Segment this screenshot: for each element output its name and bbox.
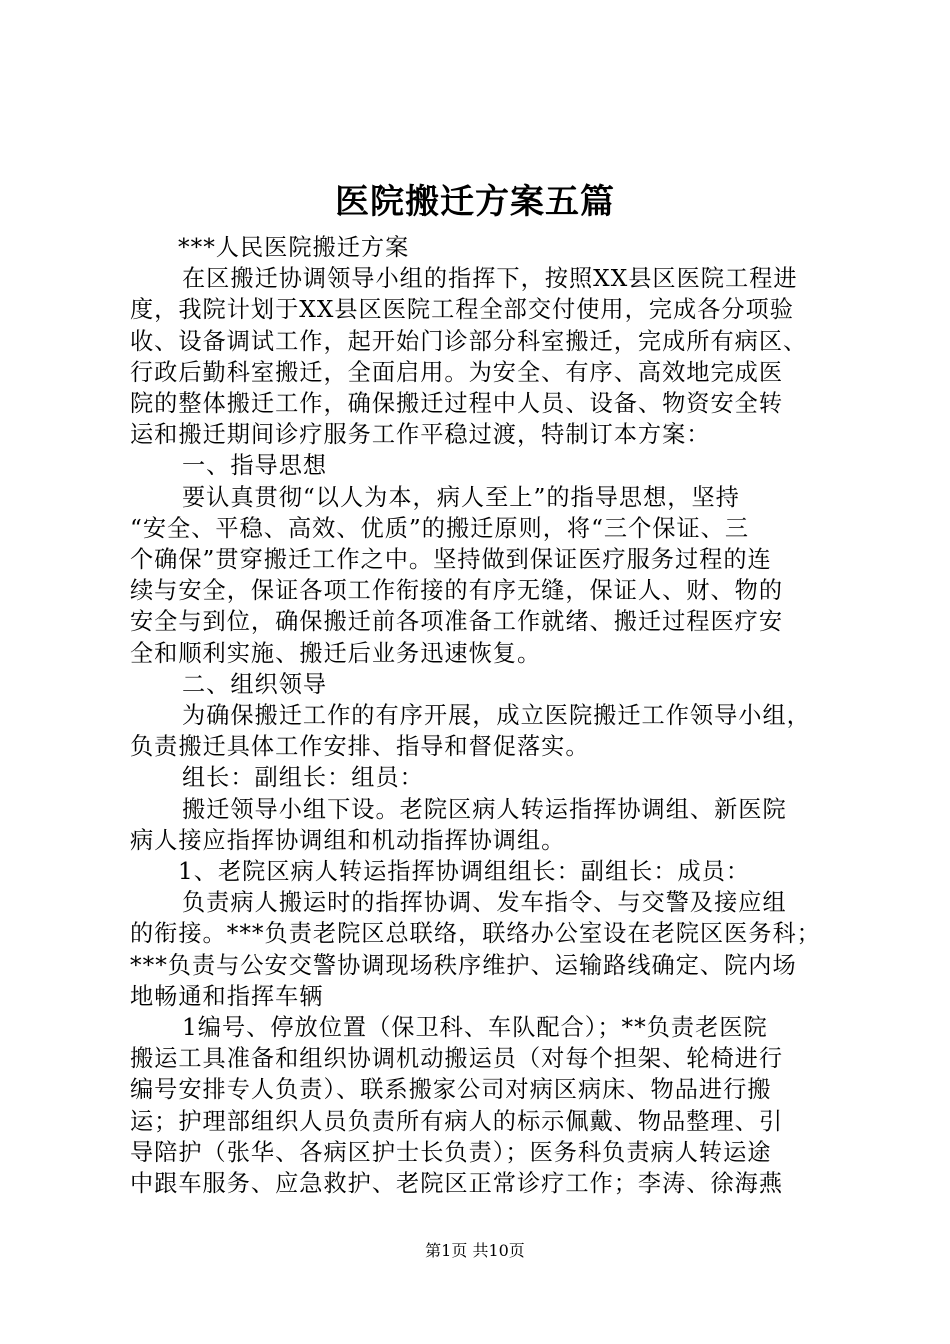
section-heading: 一、指导思想: [182, 452, 328, 480]
text-line: 导陪护（张华、各病区护士长负责）；医务科负责病人转运途: [130, 1138, 772, 1166]
document-title: 医院搬迁方案五篇: [335, 182, 615, 222]
text-line: 运；护理部组织人员负责所有病人的标示佩戴、物品整理、引: [130, 1107, 784, 1135]
text-line: 搬迁领导小组下设。老院区病人转运指挥协调组、新医院: [182, 795, 787, 823]
text-line: 院的整体搬迁工作，确保搬迁过程中人员、设备、物资安全转: [130, 390, 784, 418]
text-line: 负责搬迁具体工作安排、指导和督促落实。: [130, 733, 590, 761]
text-line: “安全、平稳、高效、优质”的搬迁原则，将“三个保证、三: [130, 514, 750, 542]
text-line: 的衔接。***负责老院区总联络，联络办公室设在老院区医务科；: [130, 920, 821, 948]
text-line: 组长：副组长：组员：: [182, 764, 424, 792]
text-line: 1编号、停放位置（保卫科、车队配合）；**负责老医院: [182, 1014, 768, 1042]
text-line: 地畅通和指挥车辆: [130, 982, 324, 1010]
text-line: 行政后勤科室搬迁，全面启用。为安全、有序、高效地完成医: [130, 358, 784, 386]
text-line: 全和顺利实施、搬迁后业务迅速恢复。: [130, 639, 542, 667]
document-body: [130, 232, 832, 1199]
text-line: 度，我院计划于XX县区医院工程全部交付使用，完成各分项验: [130, 296, 794, 324]
text-line: 续与安全，保证各项工作衔接的有序无缝，保证人、财、物的: [130, 577, 784, 605]
text-line: 安全与到位，确保搬迁前各项准备工作就绪、搬迁过程医疗安: [130, 608, 784, 636]
text-line: ***负责与公安交警协调现场秩序维护、运输路线确定、院内场: [130, 951, 797, 979]
text-line: 要认真贯彻“以人为本，病人至上”的指导思想，坚持: [182, 483, 740, 511]
text-line: 1、老院区病人转运指挥协调组组长：副组长：成员：: [178, 858, 751, 886]
text-line: 在区搬迁协调领导小组的指挥下，按照XX县区医院工程进: [182, 265, 798, 293]
text-line: 编号安排专人负责）、联系搬家公司对病区病床、物品进行搬: [130, 1076, 772, 1104]
text-line: ***人民医院搬迁方案: [178, 234, 410, 261]
text-line: 为确保搬迁工作的有序开展，成立医院搬迁工作领导小组，: [182, 702, 811, 730]
text-line: 搬运工具准备和组织协调机动搬运员（对每个担架、轮椅进行: [130, 1045, 784, 1073]
text-line: 负责病人搬运时的指挥协调、发车指令、与交警及接应组: [182, 889, 787, 917]
text-line: 中跟车服务、应急救护、老院区正常诊疗工作；李涛、徐海燕: [130, 1170, 784, 1198]
text-line: 运和搬迁期间诊疗服务工作平稳过渡，特制订本方案：: [130, 421, 711, 449]
page-number-footer: 第1页 共10页: [425, 1241, 525, 1260]
section-heading: 二、组织领导: [182, 670, 328, 698]
text-line: 病人接应指挥协调组和机动指挥协调组。: [130, 826, 566, 854]
text-line: 个确保”贯穿搬迁工作之中。坚持做到保证医疗服务过程的连: [130, 546, 772, 574]
text-line: 收、设备调试工作，起开始门诊部分科室搬迁，完成所有病区、: [130, 327, 808, 355]
